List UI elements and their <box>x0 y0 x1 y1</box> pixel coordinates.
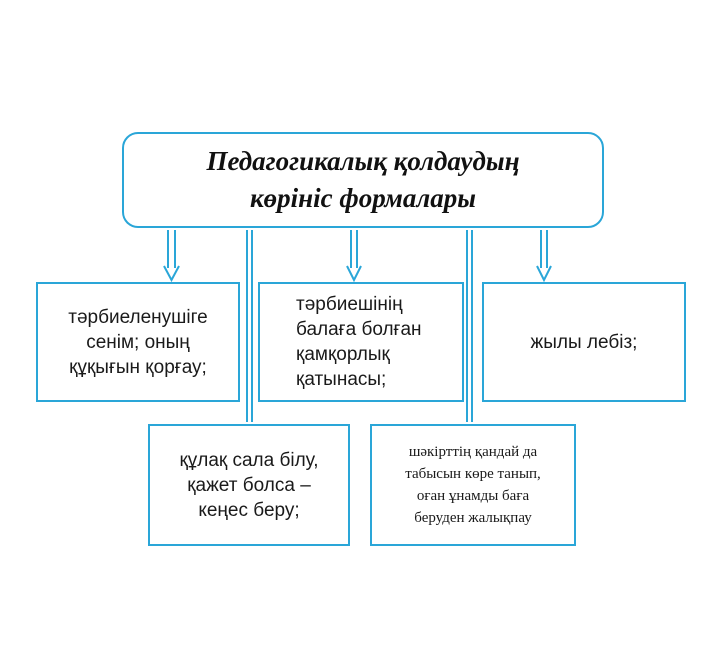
box-listening-line-3: кеңес беру; <box>198 499 300 521</box>
box-care-line-3: қамқорлық <box>296 344 390 365</box>
box-praise-line-2: табысын көре танып, <box>405 466 541 482</box>
arrow-to-box-1 <box>164 230 179 280</box>
box-trust <box>36 282 240 402</box>
box-care-line-1: тәрбиешінің <box>296 294 403 315</box>
box-listening <box>148 424 350 546</box>
box-warm-words <box>482 282 686 402</box>
box-trust-line-1: тәрбиеленушіге <box>68 306 208 328</box>
box-warm-words-line-1: жылы лебіз; <box>530 331 638 353</box>
box-trust-line-2: сенім; оның <box>86 331 190 353</box>
title-line-1: Педагогикалық қолдаудың <box>206 146 520 176</box>
box-care-line-2: балаға болған <box>296 319 422 340</box>
title-box <box>122 132 604 228</box>
line-to-box-5 <box>467 230 472 422</box>
box-praise-line-1: шәкірттің қандай да <box>408 444 538 460</box>
line-to-box-4 <box>247 230 252 422</box>
box-listening-line-1: құлақ сала білу, <box>179 449 319 471</box>
box-care <box>258 282 464 402</box>
box-care-line-4: қатынасы; <box>296 369 387 390</box>
arrow-to-box-3 <box>537 230 551 280</box>
box-praise-line-3: оған ұнамды баға <box>416 488 530 504</box>
box-listening-line-2: қажет болса – <box>187 474 311 496</box>
box-praise-line-4: беруден жалықпау <box>414 510 532 526</box>
box-praise <box>370 424 576 546</box>
title-line-2: көрініс формалары <box>250 183 476 213</box>
arrow-to-box-2 <box>347 230 361 280</box>
box-trust-line-3: құқығын қорғау; <box>69 356 207 378</box>
